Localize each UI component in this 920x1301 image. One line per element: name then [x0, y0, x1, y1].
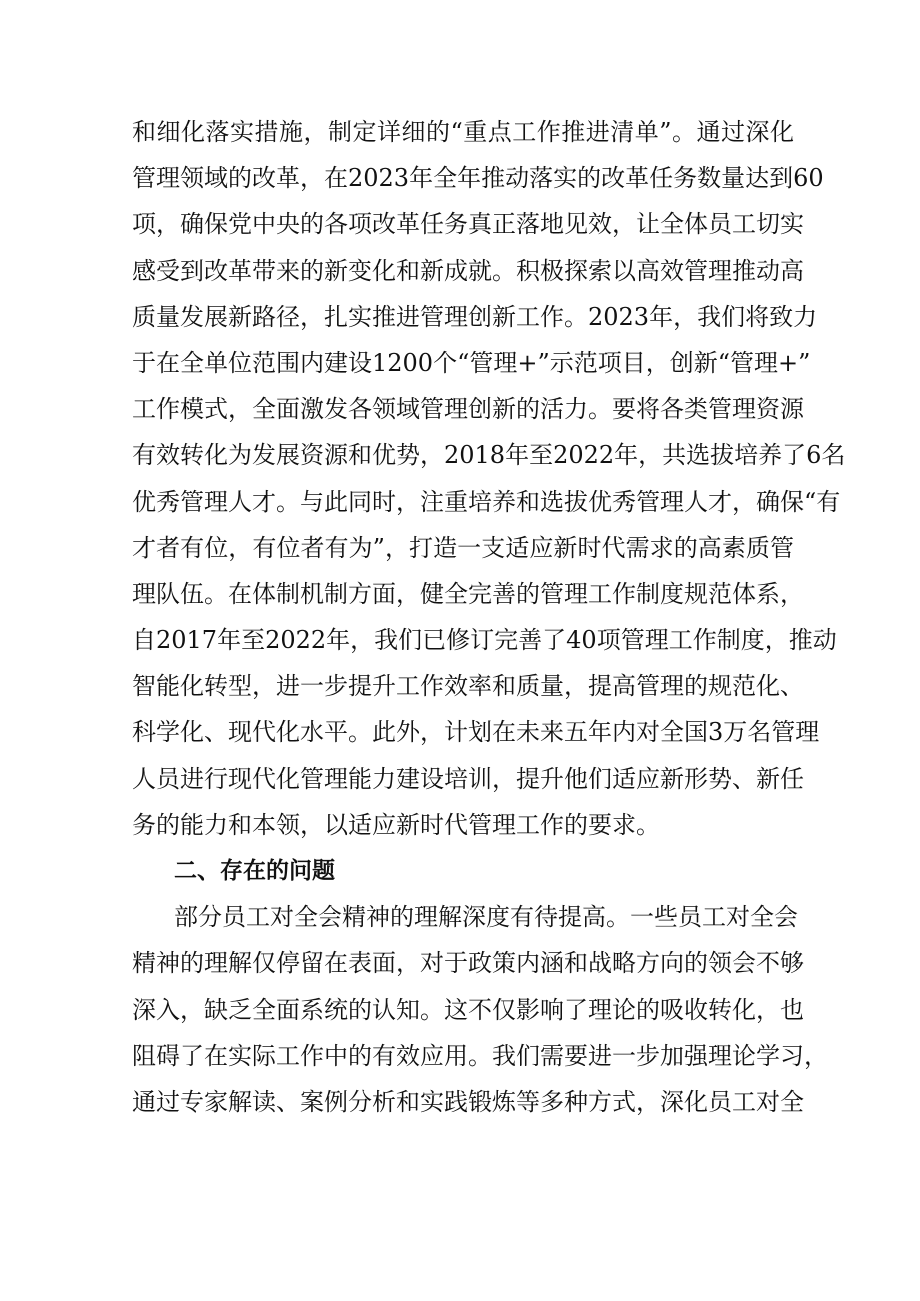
text-line: 务的能力和本领，以适应新时代管理工作的要求。: [132, 810, 660, 839]
section-heading: 二、存在的问题: [174, 858, 335, 884]
text-line: 工作模式，全面激发各领域管理创新的活力。要将各类管理资源: [132, 395, 804, 424]
text-line: 科学化、现代化水平。此外，计划在未来五年内对全国3万名管理: [132, 718, 820, 747]
text-line: 智能化转型，进一步提升工作效率和质量，提高管理的规范化、: [132, 672, 804, 701]
text-line: 质量发展新路径，扎实推进管理创新工作。2023年，我们将致力: [132, 302, 818, 331]
text-line: 精神的理解仅停留在表面，对于政策内涵和战略方向的领会不够: [132, 949, 804, 978]
text-line: 人员进行现代化管理能力建设培训，提升他们适应新形势、新任: [132, 764, 804, 793]
text-line: 和细化落实措施，制定详细的“重点工作推进清单”。通过深化: [132, 118, 794, 146]
paragraph-existing-problems: [132, 894, 828, 1125]
text-line: 理队伍。在体制机制方面，健全完善的管理工作制度规范体系，: [132, 579, 804, 608]
text-line: 管理领域的改革，在2023年全年推动落实的改革任务数量达到60: [132, 164, 824, 193]
text-line: 自2017年至2022年，我们已修订完善了40项管理工作制度，推动: [132, 626, 837, 655]
text-line: 感受到改革带来的新变化和新成就。积极探索以高效管理推动高: [132, 256, 804, 285]
text-line: 优秀管理人才。与此同时，注重培养和选拔优秀管理人才，确保“有: [132, 487, 841, 516]
text-line: 部分员工对全会精神的理解深度有待提高。一些员工对全会: [174, 903, 798, 932]
text-line: 有效转化为发展资源和优势，2018年至2022年，共选拔培养了6名: [132, 441, 846, 470]
text-line: 通过专家解读、案例分析和实践锻炼等多种方式，深化员工对全: [132, 1087, 804, 1116]
text-line: 深入，缺乏全面系统的认知。这不仅影响了理论的吸收转化，也: [132, 995, 804, 1024]
paragraph-reform-progress: [132, 109, 846, 848]
text-line: 阻碍了在实际工作中的有效应用。我们需要进一步加强理论学习，: [132, 1041, 828, 1070]
text-line: 项，确保党中央的各项改革任务真正落地见效，让全体员工切实: [132, 210, 804, 239]
text-line: 才者有位，有位者有为”，打造一支适应新时代需求的高素质管: [132, 533, 794, 562]
text-line: 于在全单位范围内建设1200个“管理+”示范项目，创新“管理+”: [132, 348, 811, 377]
document-body: [132, 109, 846, 1125]
